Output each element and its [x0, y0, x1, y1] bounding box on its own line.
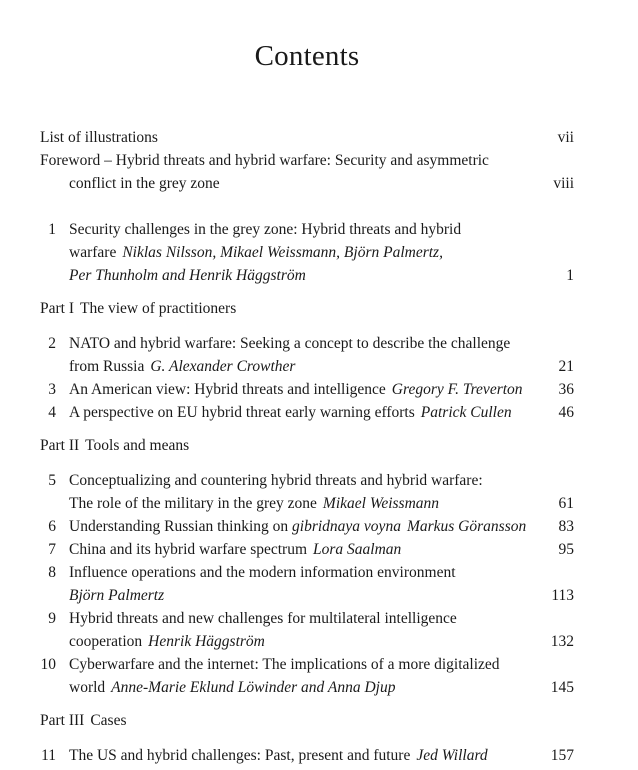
entry-author: Henrik Häggström [148, 633, 265, 650]
entry-author: Per Thunholm and Henrik Häggström [69, 267, 306, 284]
page-number: 1 [566, 267, 574, 284]
toc-entry-chapter-1[interactable] [0, 220, 638, 286]
toc-entry-chapter-5[interactable] [0, 471, 638, 515]
entry-title: Hybrid threats and new challenges for multilateral intelligence [69, 610, 457, 627]
chapter-number: 6 [48, 518, 56, 535]
chapter-number: 2 [48, 335, 56, 352]
chapter-number: 5 [48, 472, 56, 489]
entry-title-cont [69, 243, 443, 263]
entry-title-text: The US and hybrid challenges: Past, present and future [69, 747, 411, 764]
page-number: 145 [550, 679, 574, 696]
entry-title: NATO and hybrid warfare: Seeking a concept to describe the challenge [69, 335, 511, 352]
page-number: 46 [558, 404, 574, 421]
page-number: 36 [558, 381, 574, 398]
toc-entry-foreword[interactable] [0, 151, 638, 195]
entry-author: Patrick Cullen [420, 404, 512, 421]
entry-author: Mikael Weissmann [322, 495, 440, 512]
entry-author: G. Alexander Crowther [150, 358, 296, 375]
entry-title: Influence operations and the modern information environment [69, 564, 456, 581]
chapter-number: 10 [40, 656, 56, 673]
entry-author: Anne-Marie Eklund Löwinder and Anna Djup [111, 679, 396, 696]
toc-entry-chapter-10[interactable] [0, 655, 638, 699]
entry-title-text: A perspective on EU hybrid threat early warning efforts [69, 404, 415, 421]
toc-entry-chapter-8[interactable] [0, 563, 638, 607]
entry-title: List of illustrations [40, 129, 158, 146]
page-number: 21 [558, 358, 574, 375]
chapter-number: 1 [48, 221, 56, 238]
entry-author: Björn Palmertz [69, 587, 165, 604]
chapter-number: 7 [48, 541, 56, 558]
part-label: Part II [40, 437, 80, 454]
part-title: The view of practitioners [80, 300, 237, 317]
toc-entry-chapter-2[interactable] [0, 334, 638, 378]
part-heading-1 [40, 299, 236, 319]
entry-author: Jed Willard [416, 747, 488, 764]
entry-author: Lora Saalman [313, 541, 402, 558]
entry-title-text: China and its hybrid warfare spectrum [69, 541, 308, 558]
page-number: 95 [558, 541, 574, 558]
entry-title-text: warfare [69, 244, 117, 261]
entry-title: Foreword – Hybrid threats and hybrid warfare: Security and asymmetric [40, 152, 489, 169]
entry-title: Cyberwarfare and the internet: The implications of a more digitalized [69, 656, 500, 673]
page-number: vii [557, 129, 574, 146]
entry-author: Gregory F. Treverton [391, 381, 523, 398]
chapter-number: 11 [41, 747, 56, 764]
part-label: Part III [40, 712, 85, 729]
entry-title-text: An American view: Hybrid threats and intelligence [69, 381, 386, 398]
entry-title-cont: conflict in the grey zone [69, 175, 220, 192]
toc-entry-chapter-9[interactable] [0, 609, 638, 653]
chapter-number: 3 [48, 381, 56, 398]
entry-title-text: Understanding Russian thinking on [69, 518, 289, 535]
entry-title-italic: gibridnaya voyna [292, 518, 401, 535]
page-number: 157 [550, 747, 574, 764]
entry-title-text: cooperation [69, 633, 143, 650]
page-number: 132 [550, 633, 574, 650]
part-title: Tools and means [85, 437, 190, 454]
part-heading-2 [40, 436, 189, 456]
page-number: 113 [551, 587, 574, 604]
entry-title: Conceptualizing and countering hybrid threats and hybrid warfare: [69, 472, 483, 489]
part-heading-3 [40, 711, 127, 731]
chapter-number: 8 [48, 564, 56, 581]
entry-author: Niklas Nilsson, Mikael Weissmann, Björn Palmertz, [122, 244, 443, 261]
entry-author: Markus Göransson [406, 518, 527, 535]
entry-title-text: The role of the military in the grey zone [69, 495, 317, 512]
entry-title-text: world [69, 679, 106, 696]
page-number: 61 [558, 495, 574, 512]
entry-title: Security challenges in the grey zone: Hybrid threats and hybrid [69, 221, 462, 238]
entry-title-text: from Russia [69, 358, 145, 375]
page-title: Contents [254, 40, 360, 72]
part-title: Cases [90, 712, 127, 729]
page-number: 83 [558, 518, 574, 535]
chapter-number: 4 [48, 404, 56, 421]
page-number: viii [553, 175, 574, 192]
part-label: Part I [40, 300, 75, 317]
chapter-number: 9 [48, 610, 56, 627]
